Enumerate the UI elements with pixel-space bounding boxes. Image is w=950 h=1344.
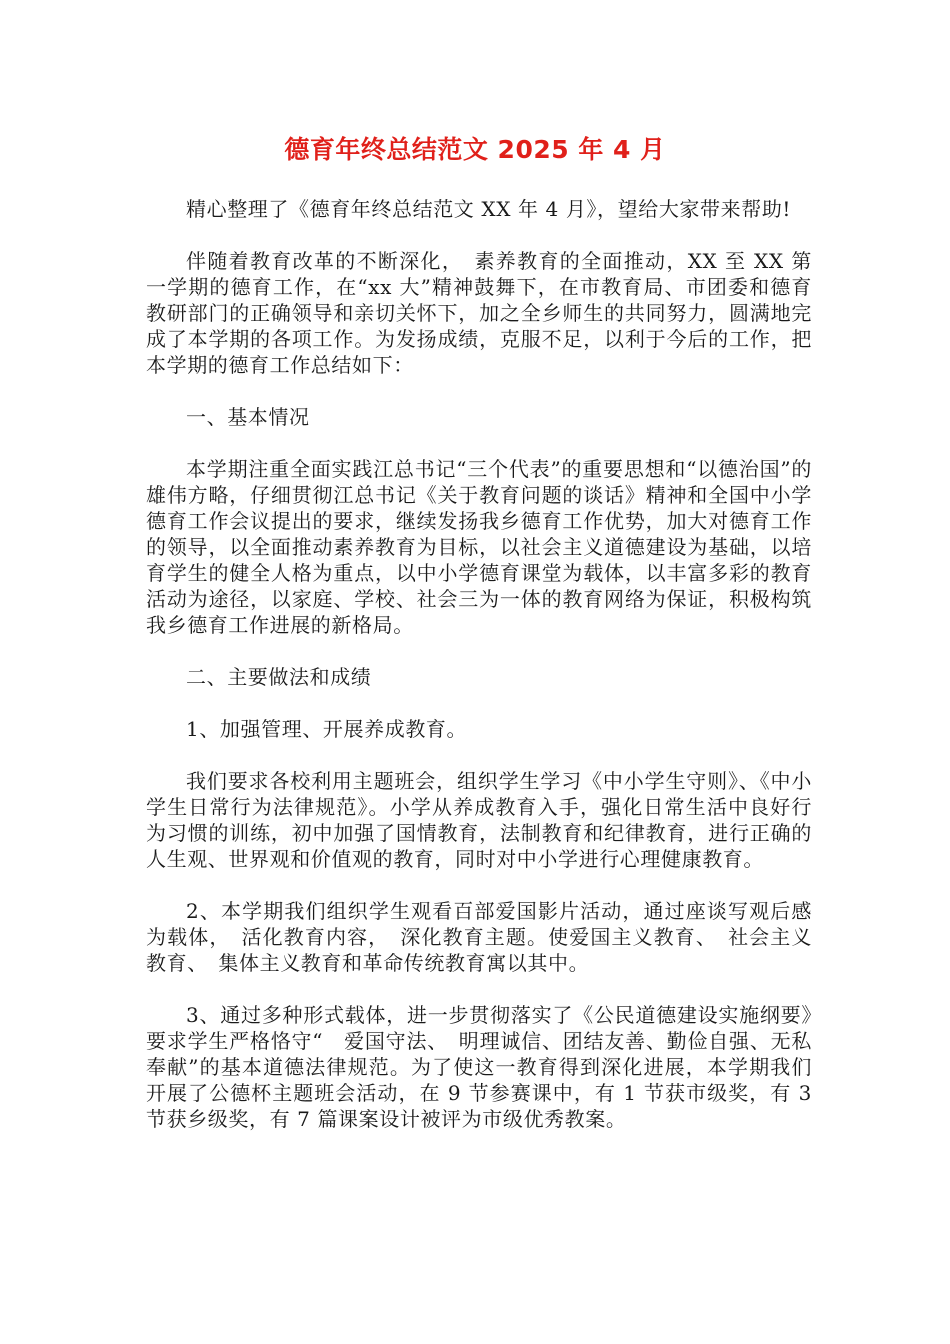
intro-paragraph: 精心整理了《德育年终总结范文 XX 年 4 月》，望给大家带来帮助! (186, 197, 792, 221)
section-heading-basic: 一、基本情况 (186, 405, 310, 429)
section-heading-methods: 二、主要做法和成绩 (186, 665, 372, 689)
patriotic-film-paragraph: 2、本学期我们组织学生观看百部爱国影片活动，通过座谈写观后感为载体， 活化教育内容， 深化教育主题。使爱国主义教育、 社会主义教育、 集体主义教育和革命传统教育寓以其中。 (146, 899, 812, 975)
subsection-heading-1: 1、加强管理、开展养成教育。 (186, 717, 468, 741)
basic-situation-paragraph: 本学期注重全面实践江总书记“三个代表”的重要思想和“以德治国”的雄伟方略，仔细贯彻江总书记《关于教育问题的谈话》精神和全国中小学德育工作会议提出的要求，继续发扬我乡德育工作优势，加大对德育工作的领导，以全面推动素养教育为目标，以社会主义道德建设为基础，以培育学生的健全人格为重点，以中小学德育课堂为载体，以丰富多彩的教育活动为途径，以家庭、学校、社会三为一体的教育网络为保证，积极构筑我乡德育工作进展的新格局。 (146, 457, 812, 637)
background-paragraph: 伴随着教育改革的不断深化， 素养教育的全面推动，XX 至 XX 第一学期的德育工作，在“xx 大”精神鼓舞下，在市教育局、市团委和德育教研部门的正确领导和亲切关怀下，加之全乡师生的共同努力，圆满地完成了本学期的各项工作。为发扬成绩，克服不足，以利于今后的工作，把本学期的德育工作总结如下： (146, 249, 812, 377)
civic-morality-paragraph: 3、通过多种形式载体，进一步贯彻落实了《公民道德建设实施纲要》 要求学生严格恪守“ 爱国守法、 明理诚信、团结友善、勤俭自强、无私奉献”的基本道德法律规范。为了使这一教育得到深化进展，本学期我们开展了公德杯主题班会活动，在 9 节参赛课中，有 1 节获市级奖，有 3 节获乡级奖，有 7 篇课案设计被评为市级优秀教案。 (146, 1003, 833, 1131)
document-body (146, 196, 833, 1158)
management-paragraph: 我们要求各校利用主题班会，组织学生学习《中小学生守则》、《中小学生日常行为法律规范》。小学从养成教育入手，强化日常生活中良好行为习惯的训练，初中加强了国情教育，法制教育和纪律教育，进行正确的人生观、世界观和价值观的教育，同时对中小学进行心理健康教育。 (146, 769, 812, 871)
document-title: 德育年终总结范文 2025 年 4 月 (284, 135, 666, 164)
